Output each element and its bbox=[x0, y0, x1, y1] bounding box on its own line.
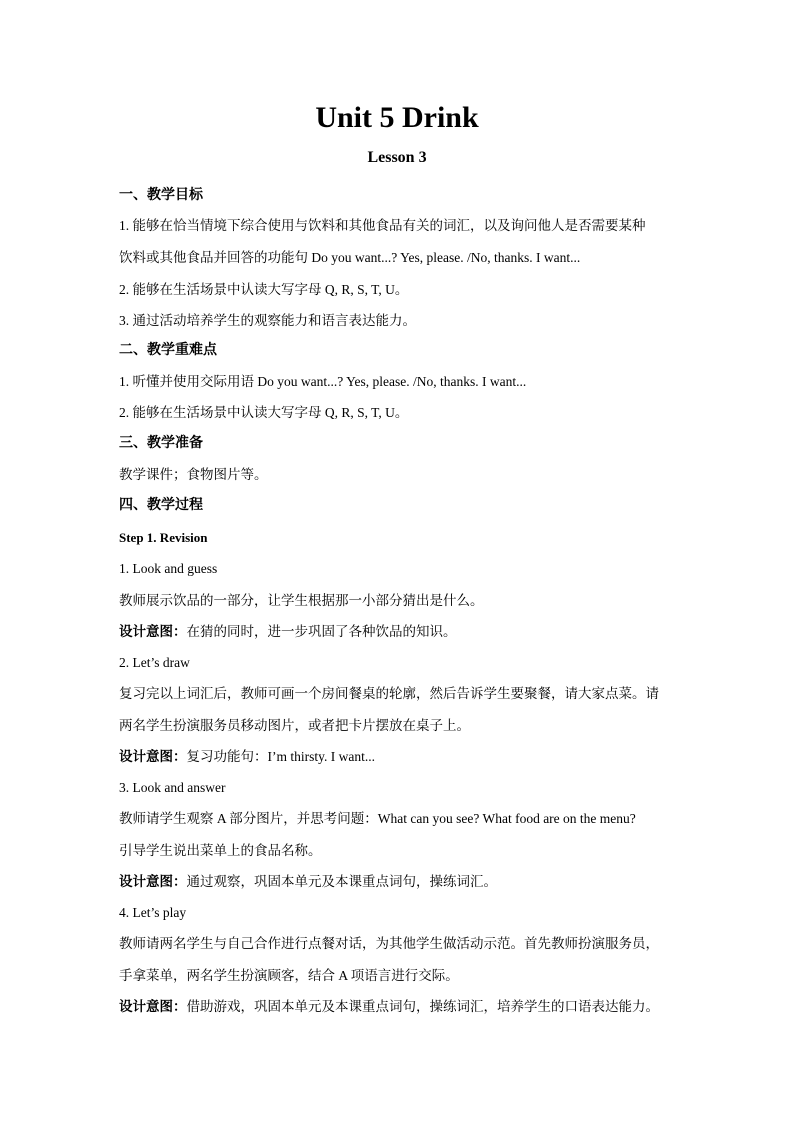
activity-4-text-line-1: 教师请两名学生与自己合作进行点餐对话，为其他学生做活动示范。首先教师扮演服务员， bbox=[119, 936, 659, 951]
activity-4-design-text: 借助游戏，巩固本单元及本课重点词句，操练词汇，培养学生的口语表达能力。 bbox=[186, 999, 659, 1014]
goal-item-3: 3. 通过活动培养学生的观察能力和语言表达能力。 bbox=[119, 313, 416, 328]
activity-3-text-line-2: 引导学生说出菜单上的食品名称。 bbox=[119, 843, 322, 858]
design-intent-label: 设计意图： bbox=[119, 749, 187, 764]
activity-2-design bbox=[119, 747, 679, 767]
activity-3-design bbox=[119, 872, 679, 892]
activity-4-text-line-2: 手拿菜单，两名学生扮演顾客，结合 A 项语言进行交际。 bbox=[119, 968, 459, 983]
lesson-subtitle: Lesson 3 bbox=[367, 149, 427, 166]
activity-4-design bbox=[119, 997, 679, 1017]
design-intent-label: 设计意图： bbox=[119, 624, 187, 639]
key-point-1: 1. 听懂并使用交际用语 Do you want...? Yes, please. /No, thanks. I want... bbox=[119, 374, 527, 389]
activity-1-design-text: 在猜的同时，进一步巩固了各种饮品的知识。 bbox=[186, 624, 457, 639]
step-1-heading: Step 1. Revision bbox=[119, 530, 208, 545]
key-point-2: 2. 能够在生活场景中认读大写字母 Q, R, S, T, U。 bbox=[119, 405, 409, 420]
section-heading-process: 四、教学过程 bbox=[119, 498, 203, 513]
activity-4-title: 4. Let’s play bbox=[119, 905, 187, 920]
preparation-text: 教学课件；食物图片等。 bbox=[119, 467, 268, 482]
activity-2-title: 2. Let’s draw bbox=[119, 655, 190, 670]
design-intent-label: 设计意图： bbox=[119, 874, 187, 889]
goal-item-1-line-2: 饮料或其他食品并回答的功能句 Do you want...? Yes, please. /No, thanks. I want... bbox=[119, 250, 581, 265]
page-title: Unit 5 Drink bbox=[315, 101, 479, 134]
activity-3-design-text: 通过观察，巩固本单元及本课重点词句，操练词汇。 bbox=[186, 874, 497, 889]
goal-item-2: 2. 能够在生活场景中认读大写字母 Q, R, S, T, U。 bbox=[119, 282, 409, 297]
section-heading-goals: 一、教学目标 bbox=[119, 188, 203, 203]
activity-1-design bbox=[119, 622, 679, 642]
activity-3-title: 3. Look and answer bbox=[119, 780, 226, 795]
design-intent-label: 设计意图： bbox=[119, 999, 187, 1014]
activity-2-design-text: 复习功能句：I’m thirsty. I want... bbox=[186, 749, 375, 764]
activity-3-text-line-1: 教师请学生观察 A 部分图片，并思考问题：What can you see? What food are on the menu? bbox=[119, 811, 636, 826]
section-heading-preparation: 三、教学准备 bbox=[119, 436, 203, 451]
activity-2-text-line-1: 复习完以上词汇后，教师可画一个房间餐桌的轮廓，然后告诉学生要聚餐，请大家点菜。请 bbox=[119, 686, 659, 701]
activity-1-text: 教师展示饮品的一部分，让学生根据那一小部分猜出是什么。 bbox=[119, 593, 484, 608]
section-heading-key-points: 二、教学重难点 bbox=[119, 343, 217, 358]
goal-item-1-line-1: 1. 能够在恰当情境下综合使用与饮料和其他食品有关的词汇，以及询问他人是否需要某种 bbox=[119, 218, 646, 233]
activity-1-title: 1. Look and guess bbox=[119, 561, 218, 576]
activity-2-text-line-2: 两名学生扮演服务员移动图片，或者把卡片摆放在桌子上。 bbox=[119, 718, 470, 733]
